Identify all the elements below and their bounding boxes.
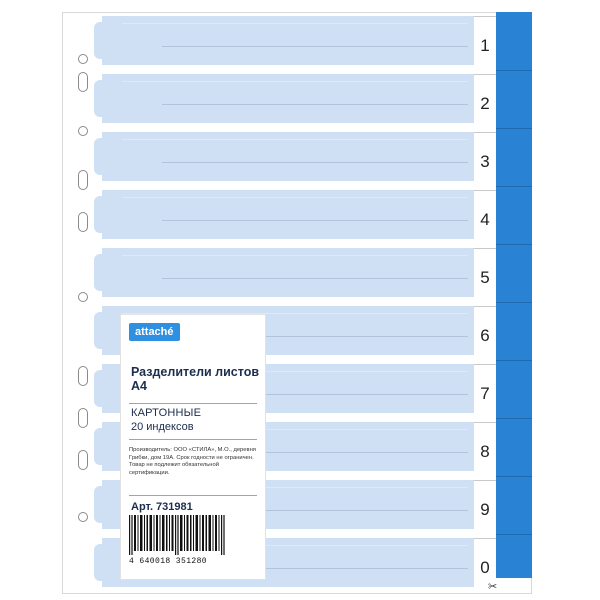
barcode-number: 4 640018 351280 (129, 557, 208, 566)
punch-hole (78, 54, 88, 64)
tab-number: 2 (480, 94, 490, 113)
tab-number: 8 (480, 442, 490, 461)
tab-number: 5 (480, 268, 490, 287)
brand-logo: attaché (129, 323, 180, 341)
punch-hole (78, 512, 88, 522)
stripe-divider (496, 534, 532, 535)
scissors-icon: ✂ (488, 581, 498, 593)
tab-number: 4 (480, 210, 490, 229)
product-label (120, 314, 266, 580)
article-number: Арт. 731981 (131, 501, 193, 513)
punch-hole (78, 72, 88, 92)
tab-number: 6 (480, 326, 490, 345)
tab-number: 1 (480, 36, 490, 55)
stripe-divider (496, 186, 532, 187)
divider-band (102, 16, 474, 65)
product-subtitle: КАРТОННЫЕ (131, 407, 202, 419)
divider-line (129, 495, 257, 496)
stripe-divider (496, 244, 532, 245)
product-title: Разделители листов А4 (131, 365, 260, 393)
punch-hole (78, 292, 88, 302)
tab-number: 0 (480, 558, 490, 577)
divider-band (102, 74, 474, 123)
tab-number: 9 (480, 500, 490, 519)
punch-hole (78, 170, 88, 190)
stripe-divider (496, 128, 532, 129)
stripe-divider (496, 302, 532, 303)
punch-hole (78, 212, 88, 232)
divider-line (129, 403, 257, 404)
blue-tab-stripe (496, 12, 532, 578)
divider-band (102, 132, 474, 181)
punch-hole (78, 408, 88, 428)
stripe-divider (496, 476, 532, 477)
manufacturer-text: Производитель: ООО «СТИЛА», М.О., деревня Грибки, дом 19А. Срок годности не ограничен. Товар не подлежит обязательной сертификации. (129, 447, 256, 476)
divider-band (102, 190, 474, 239)
tab-number: 3 (480, 152, 490, 171)
punch-hole (78, 450, 88, 470)
stripe-divider (496, 418, 532, 419)
punch-hole (78, 126, 88, 136)
tab-number: 7 (480, 384, 490, 403)
punch-hole (78, 366, 88, 386)
divider-line (129, 439, 257, 440)
stripe-divider (496, 70, 532, 71)
index-count: 20 индексов (131, 421, 194, 433)
stripe-divider (496, 360, 532, 361)
divider-band (102, 248, 474, 297)
barcode (129, 515, 229, 555)
